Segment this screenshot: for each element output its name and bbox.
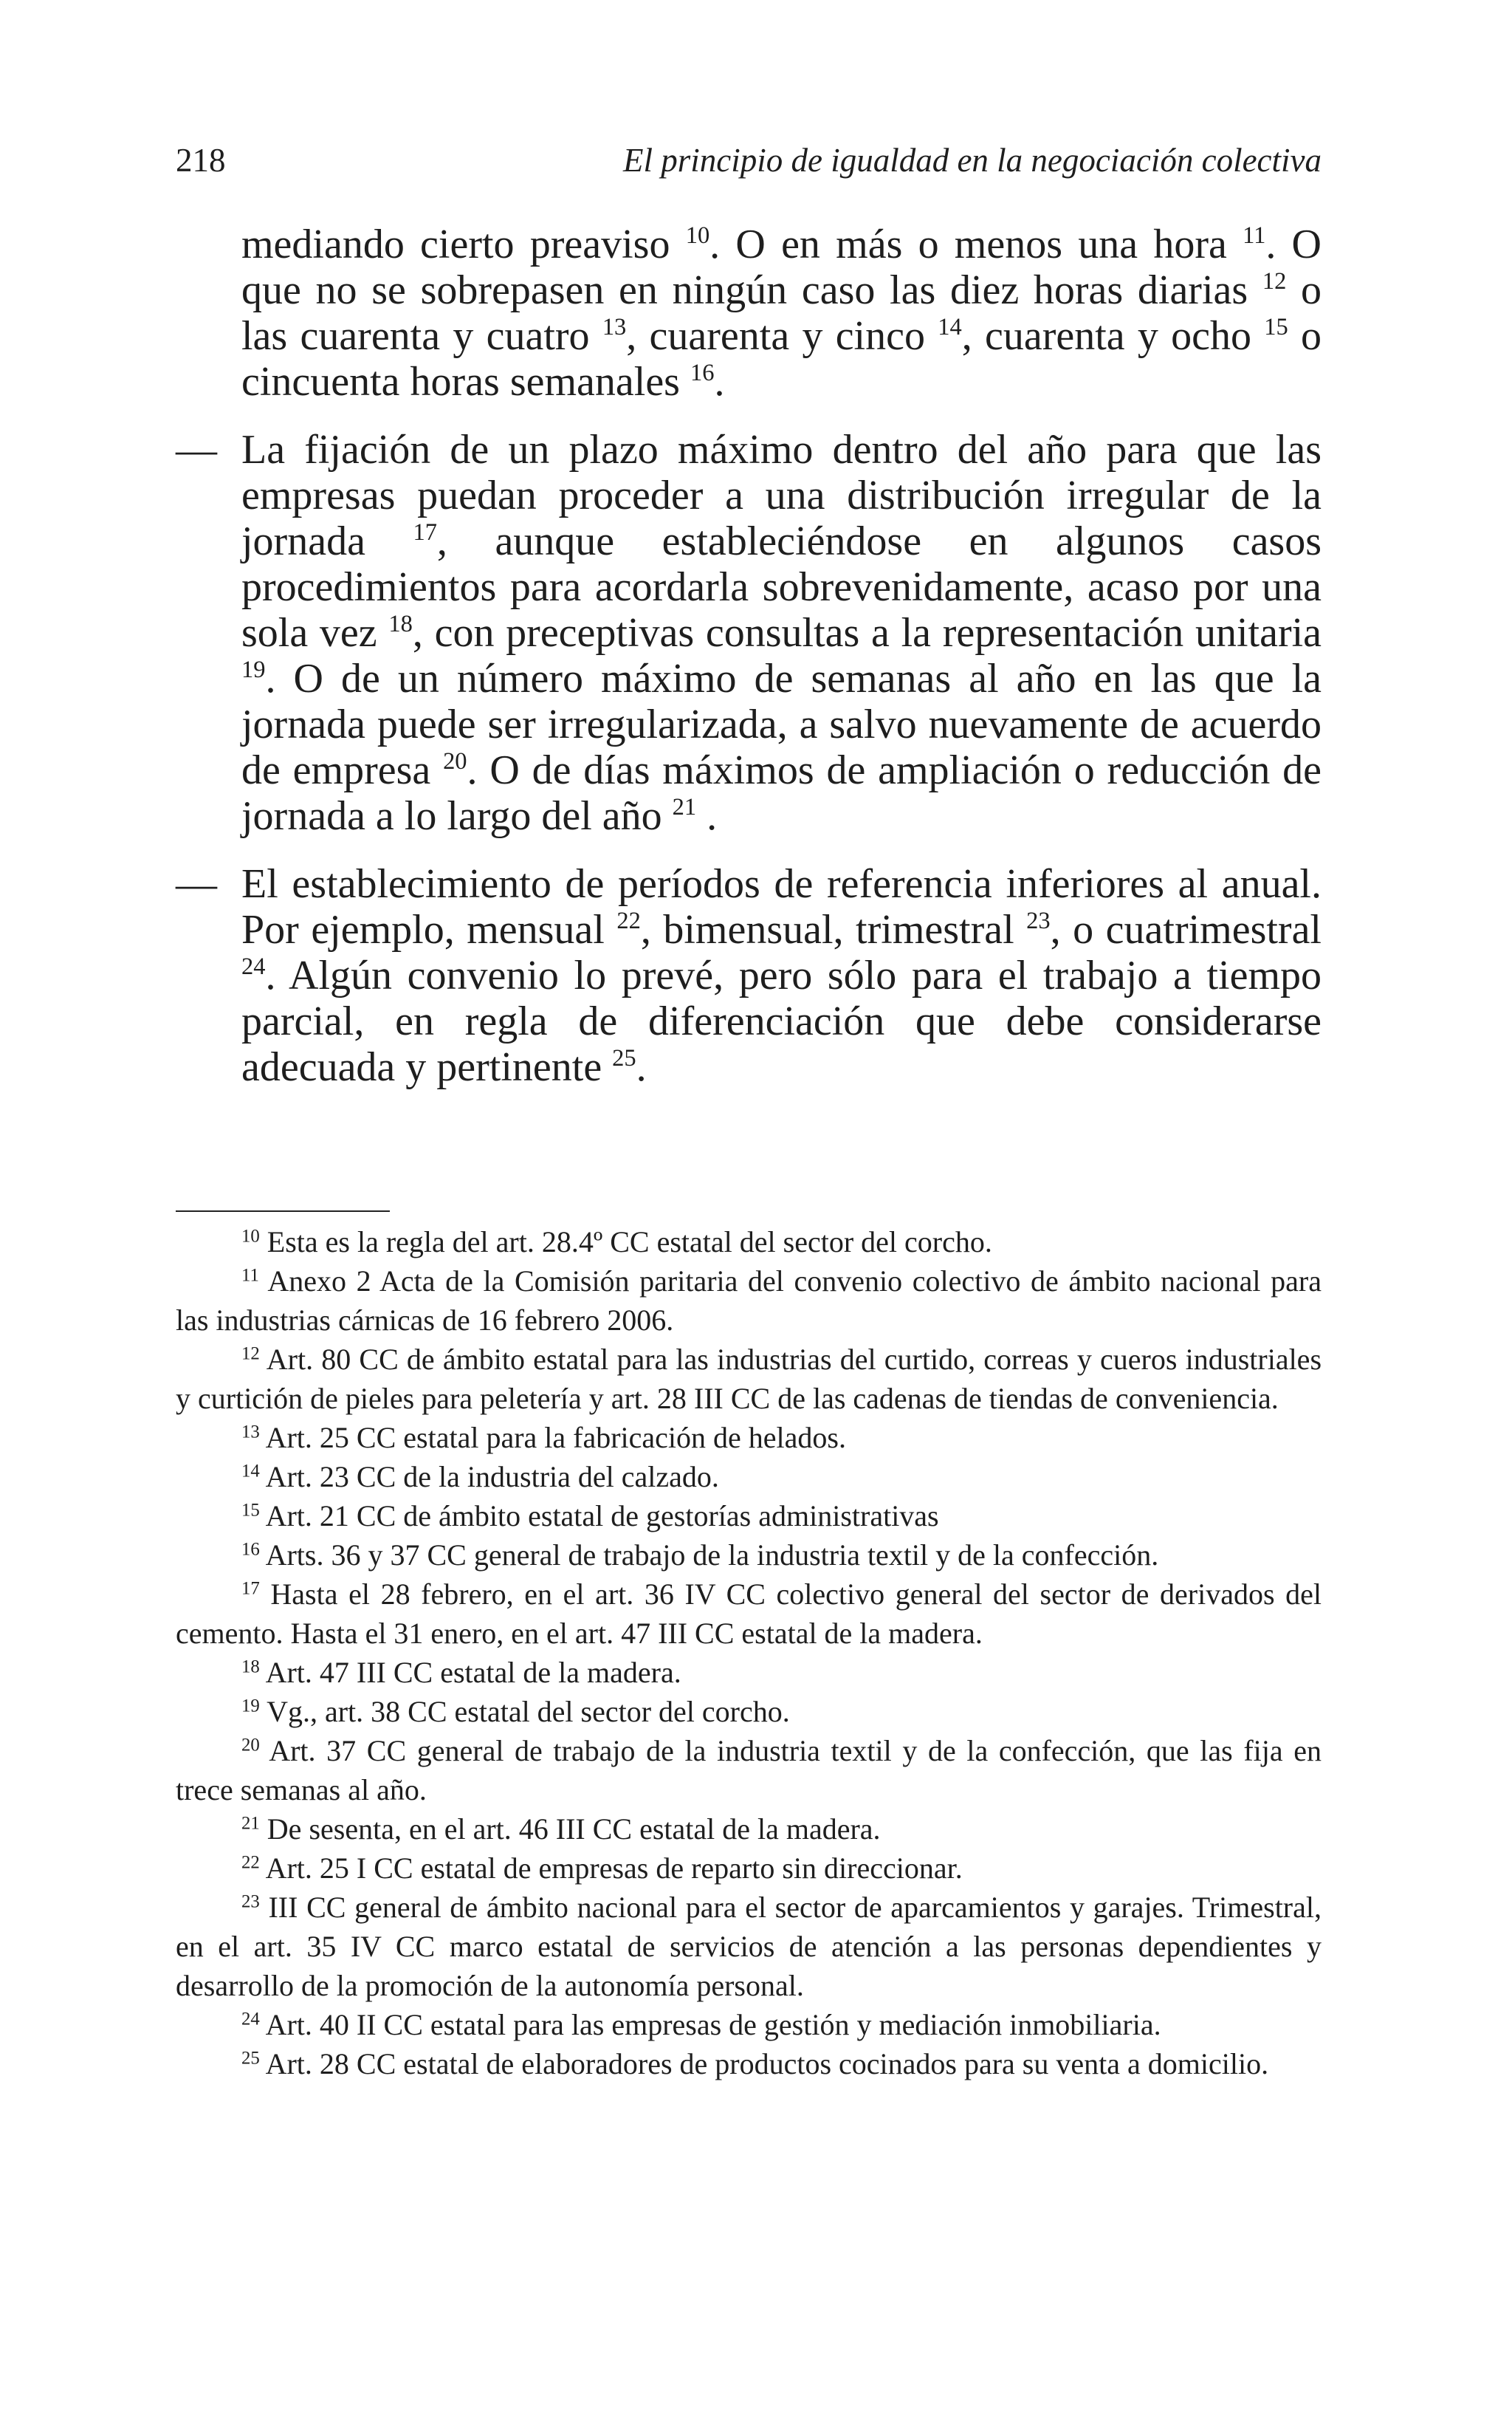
footnote [176, 1535, 1322, 1575]
text-run: , bimensual, trimestral [640, 907, 1027, 953]
footnote-text: Art. 47 III CC estatal de la madera. [265, 1656, 681, 1689]
footnote [176, 1731, 1322, 1809]
footnote-number: 19 [241, 1696, 260, 1716]
footnote-number: 13 [241, 1422, 260, 1442]
footnote-ref: 10 [685, 222, 710, 249]
footnote-ref: 11 [1243, 222, 1266, 249]
footnotes [176, 1222, 1322, 2083]
footnote-ref: 14 [938, 313, 962, 340]
text-run: , aunque estableciéndose en algunos casos procedimientos para acordarla sobrevenidamente, acaso por una sola vez [241, 518, 1322, 656]
body-text [176, 222, 1322, 1090]
text-run: , cuarenta y cinco [626, 313, 938, 359]
footnote [176, 1418, 1322, 1457]
footnote [176, 1575, 1322, 1653]
text-run: . [636, 1044, 647, 1090]
footnote-ref: 18 [388, 610, 413, 637]
running-header [176, 134, 1322, 186]
footnote-text: Art. 40 II CC estatal para las empresas de gestión y mediación inmobiliaria. [265, 2008, 1161, 2041]
text-run: o cincuenta horas semanales [241, 313, 1322, 405]
footnote [176, 1340, 1322, 1418]
footnote-text: III CC general de ámbito nacional para el sector de aparcamientos y garajes. Trimestral, en el art. 35 IV CC marco estatal de servicios de atención a las personas dependientes y desarrollo de la promoción de la autonomía personal. [176, 1891, 1322, 2002]
footnote-ref: 22 [616, 907, 641, 934]
footnote [176, 1496, 1322, 1535]
text-run: La fijación de un plazo máximo dentro del año para que las empresas puedan proceder a una distribución irregular de la jornada [241, 427, 1322, 564]
continuation-paragraph [176, 222, 1322, 405]
footnote [176, 1457, 1322, 1496]
footnote-ref: 20 [443, 747, 467, 775]
dash-marker: — [176, 861, 217, 907]
footnote-text: Art. 25 I CC estatal de empresas de reparto sin direccionar. [265, 1851, 963, 1885]
footnote-ref: 19 [241, 656, 266, 683]
footnote-number: 14 [241, 1461, 260, 1481]
footnote [176, 1653, 1322, 1692]
footnote-ref: 12 [1262, 267, 1287, 295]
dash-marker: — [176, 427, 217, 473]
footnote-number: 11 [241, 1265, 259, 1286]
footnote [176, 1888, 1322, 2005]
text-run: . [696, 793, 718, 839]
text-run: , con preceptivas consultas a la representación unitaria [412, 610, 1322, 656]
footnote-ref: 23 [1026, 907, 1051, 934]
footnote-text: Anexo 2 Acta de la Comisión paritaria del convenio colectivo de ámbito nacional para las industrias cárnicas de 16 febrero 2006. [176, 1264, 1322, 1337]
footnote-number: 15 [241, 1500, 260, 1521]
footnote-number: 24 [241, 2009, 260, 2029]
footnote-text: De sesenta, en el art. 46 III CC estatal de la madera. [267, 1812, 881, 1846]
text-run: . O de días máximos de ampliación o reducción de jornada a lo largo del año [241, 747, 1322, 839]
footnote-text: Art. 23 CC de la industria del calzado. [265, 1460, 719, 1493]
footnote-number: 20 [241, 1735, 260, 1755]
footnote [176, 1809, 1322, 1849]
footnote-number: 21 [241, 1813, 260, 1834]
footnote-text: Art. 21 CC de ámbito estatal de gestorías administrativas [265, 1499, 939, 1532]
list-item [176, 861, 1322, 1090]
list-item [176, 427, 1322, 839]
footnote-ref: 17 [413, 518, 437, 546]
footnote-ref: 13 [602, 313, 627, 340]
list-item-text [241, 427, 1322, 839]
running-title: El principio de igualdad en la negociación colectiva [622, 142, 1322, 179]
text-run: . O de un número máximo de semanas al año en las que la jornada puede ser irregularizada, a salvo nuevamente de acuerdo de empresa [241, 656, 1322, 793]
footnote-ref: 21 [672, 793, 697, 820]
footnote-number: 23 [241, 1891, 260, 1912]
footnote [176, 2044, 1322, 2083]
text-run: , o cuatrimestral [1050, 907, 1322, 953]
text-run: . O que no se sobrepasen en ningún caso las diez horas diarias [241, 222, 1322, 313]
footnote-number: 18 [241, 1656, 260, 1677]
list-item-text [241, 861, 1322, 1090]
footnote-text: Arts. 36 y 37 CC general de trabajo de la industria textil y de la confección. [265, 1538, 1159, 1572]
text-run: . [714, 359, 725, 405]
footnote-ref: 15 [1264, 313, 1288, 340]
footnote-number: 16 [241, 1539, 260, 1560]
text-run: o las cuarenta y cuatro [241, 267, 1322, 359]
footnote-text: Esta es la regla del art. 28.4º CC estatal del sector del corcho. [267, 1225, 992, 1258]
footnote-text: Vg., art. 38 CC estatal del sector del corcho. [267, 1695, 790, 1728]
footnote-text: Art. 25 CC estatal para la fabricación de helados. [265, 1421, 846, 1454]
footnote-text: Art. 80 CC de ámbito estatal para las industrias del curtido, correas y cueros industriales y curtición de pieles para peletería y art. 28 III CC de las cadenas de tiendas de conveniencia. [176, 1343, 1322, 1415]
text-run: El establecimiento de períodos de referencia inferiores al anual. Por ejemplo, mensual [241, 861, 1322, 953]
footnote-number: 10 [241, 1226, 260, 1247]
footnote [176, 1849, 1322, 1888]
footnote-ref: 16 [690, 359, 715, 386]
footnote-number: 12 [241, 1343, 260, 1364]
page-number: 218 [176, 142, 226, 179]
footnote-number: 17 [241, 1578, 260, 1599]
text-run: . Algún convenio lo prevé, pero sólo para el trabajo a tiempo parcial, en regla de diferenciación que debe considerarse adecuada y pertinente [241, 953, 1322, 1090]
footnote [176, 1222, 1322, 1261]
footnote [176, 1261, 1322, 1340]
footnote-number: 22 [241, 1852, 260, 1873]
footnote-ref: 25 [612, 1044, 636, 1072]
footnote [176, 2005, 1322, 2044]
footnote-separator [176, 1210, 390, 1212]
footnote-text: Art. 28 CC estatal de elaboradores de productos cocinados para su venta a domicilio. [265, 2047, 1269, 2080]
text-run: . O en más o menos una hora [709, 222, 1243, 267]
footnote-ref: 24 [241, 953, 266, 980]
footnote-number: 25 [241, 2048, 260, 2069]
footnote [176, 1692, 1322, 1731]
text-run: , cuarenta y ocho [961, 313, 1265, 359]
footnote-text: Art. 37 CC general de trabajo de la industria textil y de la confección, que las fija en trece semanas al año. [176, 1734, 1322, 1806]
text-run: mediando cierto preaviso [241, 222, 686, 267]
footnote-text: Hasta el 28 febrero, en el art. 36 IV CC colectivo general del sector de derivados del cemento. Hasta el 31 enero, en el art. 47 III CC estatal de la madera. [176, 1577, 1322, 1650]
